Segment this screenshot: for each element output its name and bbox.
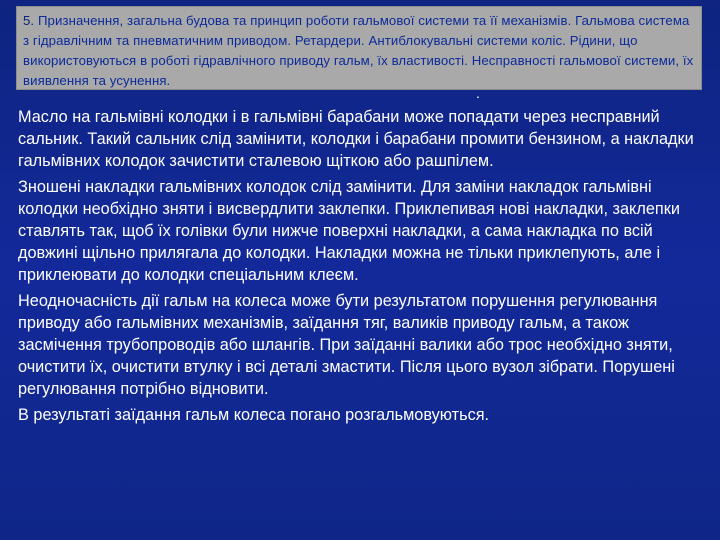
paragraph-worn-linings: Зношені накладки гальмівних колодок слід замінити. Для заміни накладок гальмівні колодки необхідно зняти і висвердлити заклепки. Приклепивая нові накладки, заклепки ставлять так, щоб їх голівки були нижче поверхні накладки, а сама накладка по всій довжині щільно прилягала до колодки. Накладки можна не тільки приклепують, але і приклеювати до колодки спеціальним клеєм. xyxy=(18,178,680,284)
title-text: Призначення, загальна будова та принцип роботи гальмової системи та її механізмів. Гальмова система з гідравлічним та пневматичним приводом. Ретардери. Антиблокувальні системи коліс. Рідини, що використовуються в роботі гідравлічного приводу гальм, їх властивості. Несправності гальмової системи, їх виявлення та усунення. xyxy=(23,13,694,88)
body-text xyxy=(18,106,702,430)
title-box xyxy=(16,6,702,90)
paragraph-uneven-braking: Неодночасність дії гальм на колеса може бути результатом порушення регулювання приводу або гальмівних механізмів, заїдання тяг, валиків приводу гальм, а також засмічення трубопроводів або шлангів. При заїданні валики або трос необхідно зняти, очистити їх, очистити втулку і всі деталі змастити. Після цього вузол зібрати. Порушені регулювання потрібно відновити. xyxy=(18,292,675,398)
paragraph-oil-leak: Масло на гальмівні колодки і в гальмівні барабани може попадати через несправний сальник. Такий сальник слід замінити, колодки і барабани промити бензином, а накладки гальмівних колодок зачистити сталевою щіткою або рашпілем. xyxy=(18,108,694,170)
title-number: 5. xyxy=(23,13,35,28)
dot-marker: . xyxy=(476,85,480,101)
paragraph-brake-seizure: В результаті заїдання гальм колеса погано розгальмовуються. xyxy=(18,406,490,424)
